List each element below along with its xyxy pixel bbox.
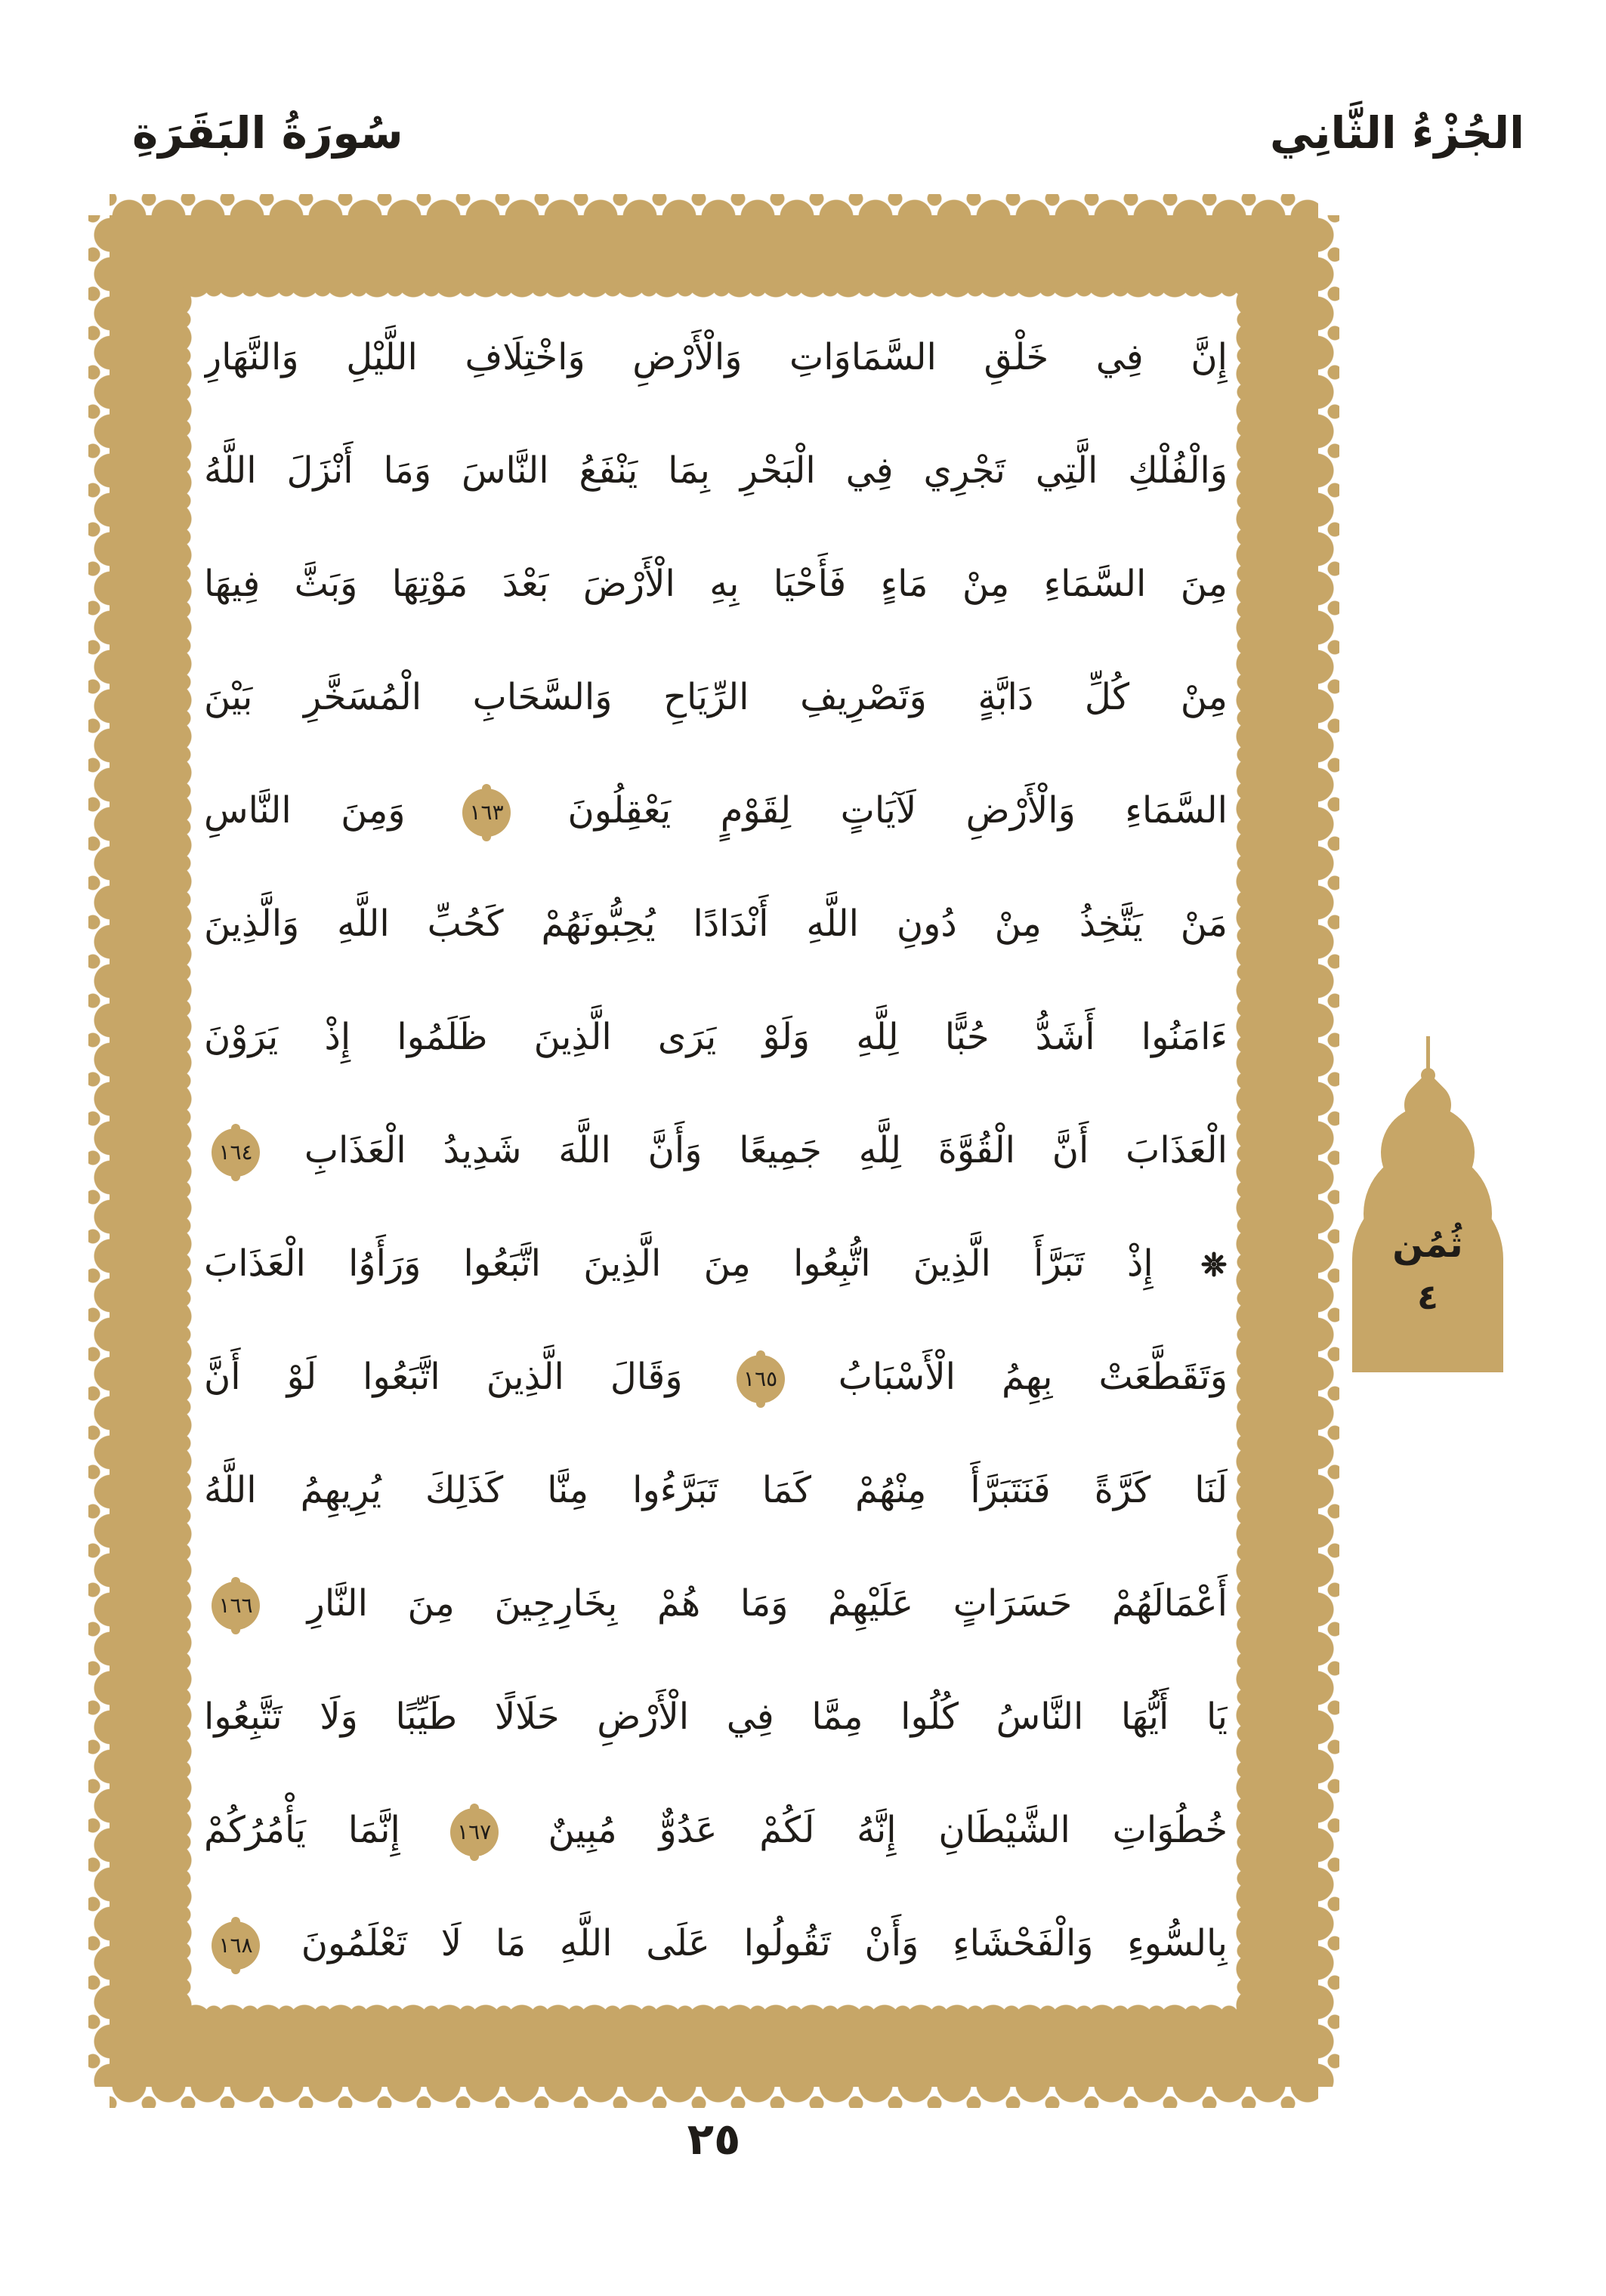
ayah-text: إِنَّ فِي خَلْقِ السَّمَاوَاتِ وَالْأَرْضِ وَاخْتِلَافِ اللَّيْلِ وَالنَّهَارِ (204, 336, 1228, 378)
ayah-text: خُطُوَاتِ الشَّيْطَانِ إِنَّهُ لَكُمْ عَدُوٌّ مُبِينٌ (548, 1809, 1228, 1851)
thumn-marker (1352, 1036, 1503, 1372)
page-number: ٢٥ (687, 2113, 741, 2165)
ayah-text: إِنَّمَا يَأْمُرُكُمْ (204, 1809, 400, 1851)
thumn-number: ٤ (1416, 1276, 1439, 1317)
verse-end-marker: ١٦٦ (212, 1582, 260, 1630)
quran-line (204, 1433, 1228, 1547)
quran-line (204, 301, 1228, 414)
ayah-text: وَتَقَطَّعَتْ بِهِمُ الْأَسْبَابُ (838, 1356, 1228, 1398)
quran-text-block (204, 301, 1228, 2000)
verse-end-marker: ١٦٤ (212, 1128, 260, 1177)
ayah-text: يَا أَيُّهَا النَّاسُ كُلُوا مِمَّا فِي الْأَرْضِ حَلَالًا طَيِّبًا وَلَا تَتَّبِعُوا (204, 1696, 1228, 1738)
quran-line (204, 640, 1228, 754)
frame-scallop-inner-left (176, 283, 196, 2019)
thumn-label: ثُمُن (1392, 1224, 1463, 1266)
ayah-text: مَنْ يَتَّخِذُ مِنْ دُونِ اللَّهِ أَنْدَادًا يُحِبُّونَهُمْ كَحُبِّ اللَّهِ وَالَّذِينَ (204, 903, 1228, 945)
verse-end-marker: ١٦٨ (212, 1921, 260, 1970)
ayah-text: السَّمَاءِ وَالْأَرْضِ لَآيَاتٍ لِقَوْمٍ يَعْقِلُونَ (567, 789, 1228, 832)
ayah-text: مِنْ كُلِّ دَابَّةٍ وَتَصْرِيفِ الرِّيَاحِ وَالسَّحَابِ الْمُسَخَّرِ بَيْنَ (204, 676, 1228, 718)
frame-scallop-inner-right (1232, 283, 1252, 2019)
ayah-text: إِذْ تَبَرَّأَ الَّذِينَ اتُّبِعُوا مِنَ الَّذِينَ اتَّبَعُوا وَرَأَوُا الْعَذَابَ (204, 1242, 1154, 1285)
quran-line (204, 1320, 1228, 1433)
verse-end-marker: ١٦٣ (462, 788, 511, 837)
frame-scallop-outer-left (88, 215, 111, 2087)
ayah-text: وَقَالَ الَّذِينَ اتَّبَعُوا لَوْ أَنَّ (204, 1356, 683, 1398)
ayah-text: الْعَذَابَ أَنَّ الْقُوَّةَ لِلَّهِ جَمِيعًا وَأَنَّ اللَّهَ شَدِيدُ الْعَذَابِ (304, 1129, 1228, 1171)
frame-scallop-outer-right (1317, 215, 1339, 2087)
frame-scallop-outer-bottom (110, 2085, 1318, 2108)
quran-line (204, 1773, 1228, 1887)
quran-line (204, 414, 1228, 527)
ayah-text: بِالسُّوءِ وَالْفَحْشَاءِ وَأَنْ تَقُولُوا عَلَى اللَّهِ مَا لَا تَعْلَمُونَ (301, 1922, 1228, 1964)
ayah-text: وَالْفُلْكِ الَّتِي تَجْرِي فِي الْبَحْرِ بِمَا يَنْفَعُ النَّاسَ وَمَا أَنْزَلَ اللَّهُ (204, 449, 1228, 492)
quran-line (204, 867, 1228, 980)
quran-line (204, 1207, 1228, 1320)
quran-line (204, 1094, 1228, 1207)
quran-line (204, 1887, 1228, 2000)
ayah-text: وَمِنَ النَّاسِ (204, 789, 406, 832)
frame-scallop-outer-top (110, 194, 1318, 217)
quran-line (204, 754, 1228, 867)
quran-line (204, 1660, 1228, 1773)
frame-scallop-inner-bottom (178, 2001, 1250, 2020)
ayah-text: لَنَا كَرَّةً فَنَتَبَرَّأَ مِنْهُمْ كَمَا تَبَرَّءُوا مِنَّا كَذَلِكَ يُرِيهِمُ اللَّهُ (204, 1469, 1228, 1511)
verse-end-marker: ١٦٧ (450, 1808, 499, 1856)
frame-scallop-inner-top (178, 282, 1250, 301)
quran-line (204, 527, 1228, 640)
verse-end-marker: ١٦٥ (737, 1355, 785, 1403)
juz-title: الجُزْءُ الثَّانِي (1270, 107, 1524, 159)
quran-line (204, 1547, 1228, 1660)
ayah-text: أَعْمَالَهُمْ حَسَرَاتٍ عَلَيْهِمْ وَمَا هُمْ بِخَارِجِينَ مِنَ النَّارِ (307, 1582, 1228, 1625)
ayah-text: ءَامَنُوا أَشَدُّ حُبًّا لِلَّهِ وَلَوْ يَرَى الَّذِينَ ظَلَمُوا إِذْ يَرَوْنَ (204, 1016, 1228, 1058)
ayah-text: مِنَ السَّمَاءِ مِنْ مَاءٍ فَأَحْيَا بِهِ الْأَرْضَ بَعْدَ مَوْتِهَا وَبَثَّ فِيهَا (204, 563, 1228, 605)
surah-title: سُورَةُ البَقَرَةِ (132, 107, 403, 159)
hizb-star-icon (1200, 1209, 1228, 1320)
quran-line (204, 980, 1228, 1094)
